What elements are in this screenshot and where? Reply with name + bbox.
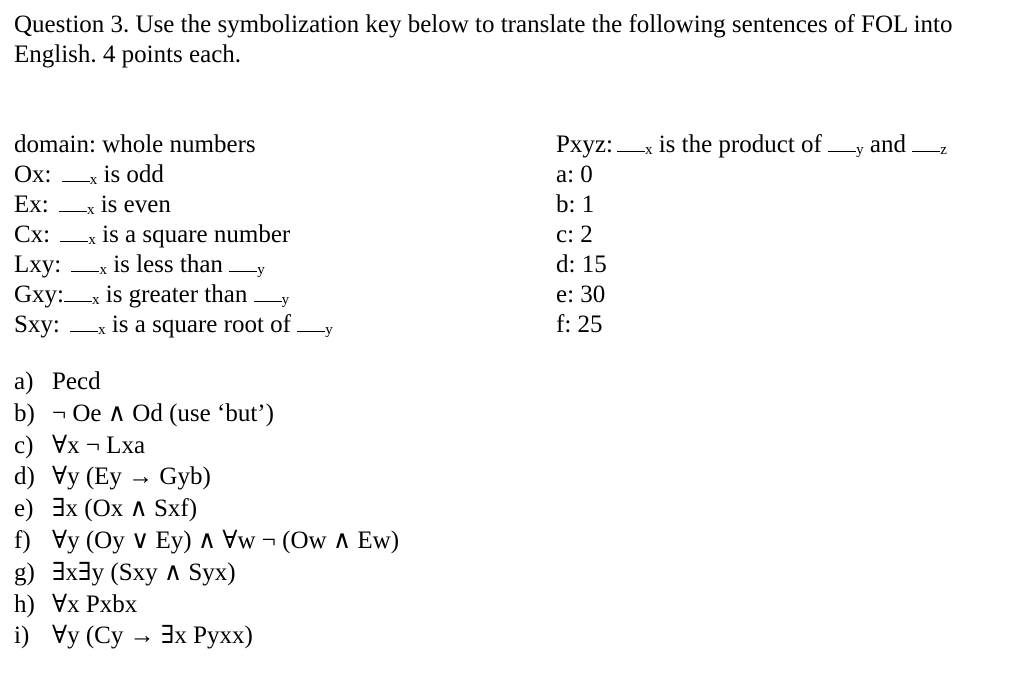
predicate-text: is even (94, 191, 171, 218)
sentence-item (14, 430, 714, 462)
predicate-row (14, 190, 494, 220)
predicate-row (14, 220, 494, 250)
sentence-item (14, 525, 714, 557)
domain-line: domain: whole numbers (14, 131, 256, 158)
constant-row: e: 30 (556, 281, 606, 308)
blank-subscript: x (99, 262, 107, 278)
sentence-label: d) (14, 463, 35, 491)
predicate-label: Pxyz: (556, 131, 613, 158)
sentence-formula: ¬ Oe ∧ Od (use ‘but’) (52, 399, 274, 427)
sentence-formula: ∃x (Ox ∧ Sxf) (52, 495, 198, 523)
sentence-label: g) (14, 558, 35, 586)
blank-line (912, 133, 940, 152)
blank-subscript: y (257, 262, 265, 278)
sentence-label: e) (14, 495, 34, 523)
question-header (14, 10, 1014, 70)
blank-subscript: y (281, 292, 290, 308)
sentence-label: h) (14, 590, 35, 618)
predicate-label: Cx: (14, 221, 51, 248)
sentence-label: f) (14, 526, 31, 554)
blank-subscript: y (856, 142, 864, 158)
blank-subscript: x (88, 232, 96, 248)
predicate-row (14, 250, 494, 280)
constant-row: c: 2 (556, 221, 593, 248)
symbolization-key-predicates (14, 130, 494, 340)
product-predicate-row (556, 130, 1016, 160)
predicate-text: is odd (97, 161, 164, 188)
sentence-label: c) (14, 431, 34, 459)
sentence-formula: ∀y (Cy → ∃x Pyxx) (52, 622, 253, 650)
constant-row: a: 0 (556, 161, 593, 188)
predicate-label: Gxy: (14, 281, 64, 308)
blank-subscript: x (86, 202, 95, 218)
predicate-text: is a square root of (105, 311, 298, 338)
predicate-text: is less than (106, 251, 230, 278)
blank-line (828, 133, 856, 152)
blank-line (70, 313, 98, 332)
constant-row: d: 15 (556, 251, 607, 278)
sentence-formula: ∀x Pxbx (52, 590, 138, 618)
predicate-row (14, 310, 494, 340)
sentence-formula: ∀y (Ey → Gyb) (52, 463, 211, 491)
blank-subscript: x (644, 142, 653, 158)
predicate-label: Ox: (14, 161, 52, 188)
blank-line (62, 163, 90, 182)
symbolization-key-constants (556, 130, 1016, 340)
constant-row: b: 1 (556, 191, 595, 218)
sentence-label: b) (14, 399, 35, 427)
sentence-formula: Pecd (52, 368, 101, 395)
blank-subscript: y (325, 322, 333, 338)
predicate-row (14, 280, 494, 310)
predicate-text: is a square number (95, 221, 291, 248)
blank-line (71, 253, 99, 272)
sentence-formula: ∀y (Oy ∨ Ey) ∧ ∀w ¬ (Ow ∧ Ew) (52, 526, 400, 554)
blank-line (60, 223, 88, 242)
predicate-text: and (863, 131, 913, 158)
predicate-text: is the product of (652, 131, 829, 158)
blank-line (229, 253, 257, 272)
sentence-item (14, 493, 714, 525)
sentence-item (14, 557, 714, 589)
sentence-item (14, 398, 714, 430)
blank-subscript: x (92, 292, 100, 308)
sentence-label: a) (14, 368, 34, 395)
sentence-item (14, 366, 714, 398)
predicate-label: Sxy: (14, 311, 60, 338)
question-line-1: Question 3. Use the symbolization key below to translate the following sentences of FOL into (14, 11, 953, 38)
sentence-label: i) (14, 622, 30, 650)
blank-subscript: x (98, 322, 106, 338)
blank-line (617, 133, 645, 152)
sentence-list (14, 366, 714, 652)
predicate-label: Ex: (14, 191, 49, 218)
blank-line (59, 193, 87, 212)
sentence-item (14, 589, 714, 621)
blank-subscript: x (89, 172, 98, 188)
sentence-item (14, 461, 714, 493)
predicate-row (14, 160, 494, 190)
sentence-item (14, 620, 714, 652)
blank-line (64, 283, 92, 302)
predicate-text: is greater than (99, 281, 254, 308)
sentence-formula: ∀x ¬ Lxa (52, 431, 146, 459)
predicate-label: Lxy: (14, 251, 62, 278)
question-line-2: English. 4 points each. (14, 41, 242, 68)
sentence-formula: ∃x∃y (Sxy ∧ Syx) (52, 558, 236, 586)
constant-row: f: 25 (556, 311, 603, 338)
blank-line (254, 283, 282, 302)
blank-subscript: z (940, 142, 947, 158)
blank-line (297, 313, 325, 332)
